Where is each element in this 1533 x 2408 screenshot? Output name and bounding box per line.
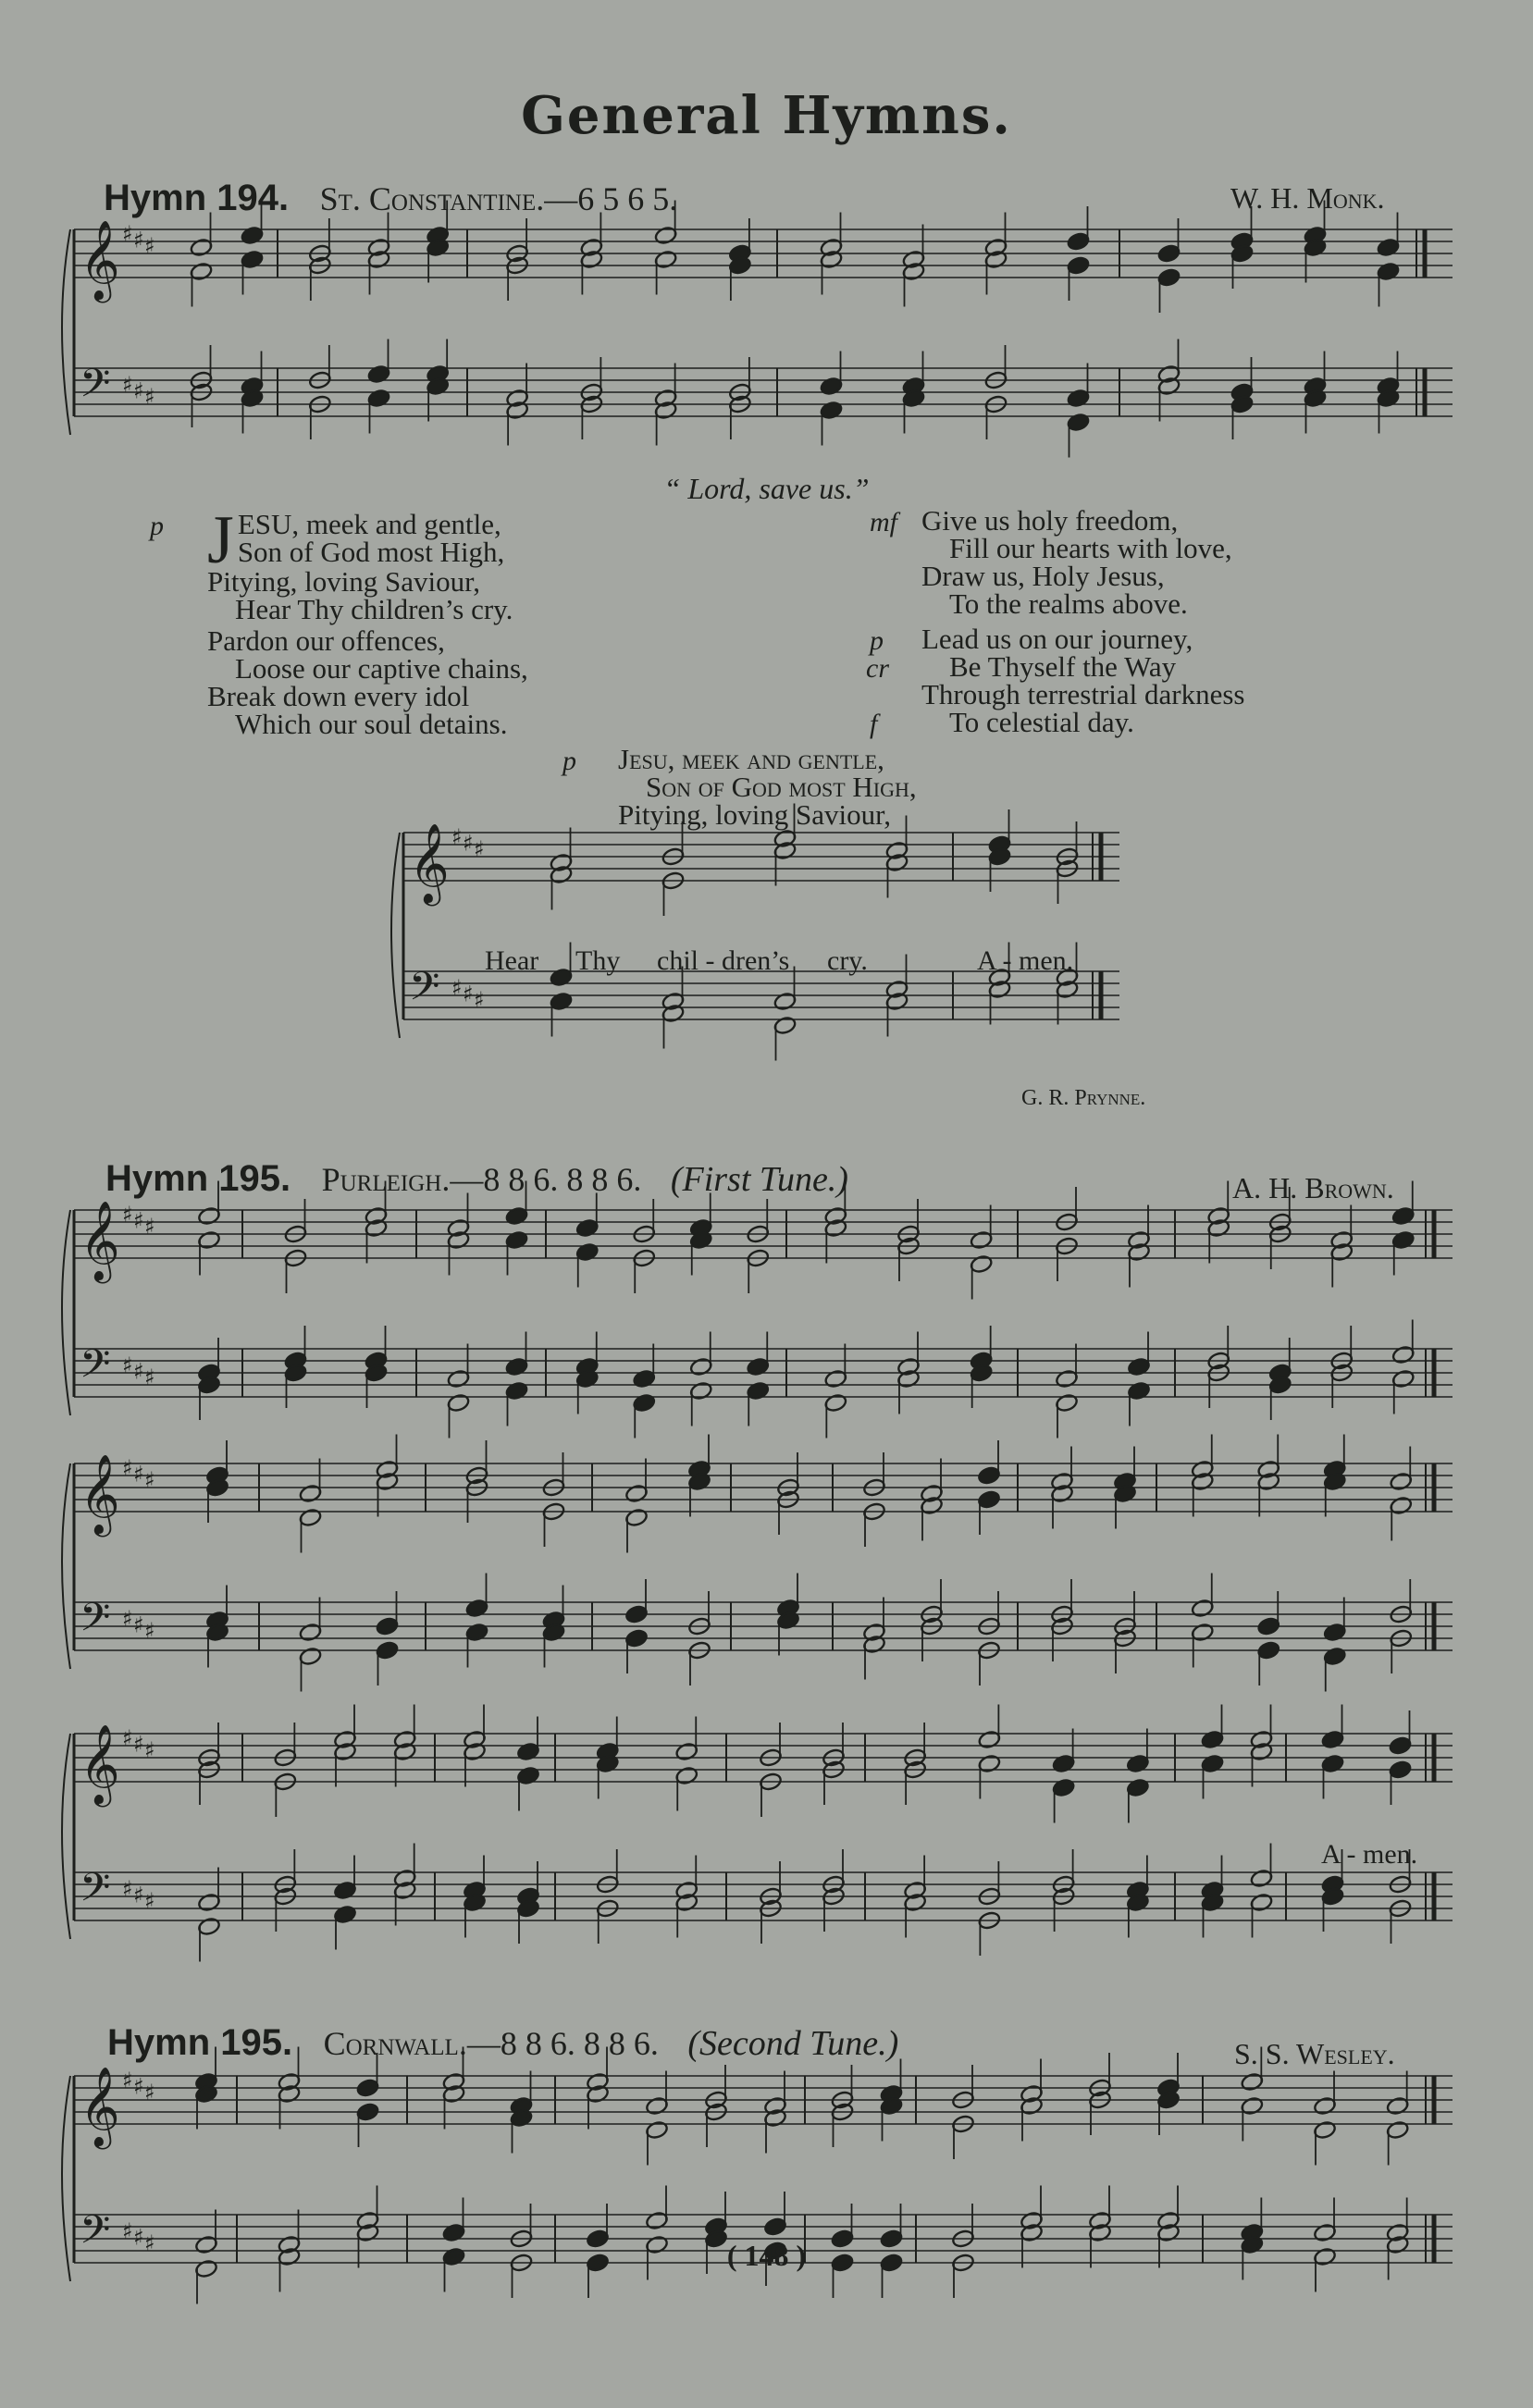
note-head [1386, 2120, 1410, 2141]
hymn-195-amen: A - men. [1321, 1839, 1418, 1870]
key-sharp-icon: ♯ [133, 1461, 144, 1488]
treble-clef-icon: 𝄞 [80, 1724, 120, 1804]
key-sharp-icon: ♯ [122, 2218, 133, 2244]
key-sharp-icon: ♯ [122, 1352, 133, 1378]
key-sharp-icon: ♯ [122, 372, 133, 398]
verse-1-line-3: Pitying, loving Saviour, [207, 565, 480, 598]
bass-clef-icon: 𝄢 [80, 2207, 111, 2263]
key-sharp-icon: ♯ [451, 824, 463, 850]
key-sharp-icon: ♯ [474, 987, 485, 1013]
treble-clef-icon: 𝄞 [80, 1454, 120, 1534]
hymn-195-second-tune: Cornwall.—8 8 6. 8 8 6. [323, 2025, 659, 2062]
verse-4-line-1: Lead us on our journey, [921, 623, 1193, 655]
bass-clef-icon: 𝄢 [409, 964, 440, 1019]
key-sharp-icon: ♯ [144, 1214, 155, 1240]
key-sharp-icon: ♯ [133, 1358, 144, 1385]
key-sharp-icon: ♯ [144, 1618, 155, 1644]
verse-4-line-2: Be Thyself the Way [949, 650, 1177, 683]
coda-lyric-2: Thy [575, 945, 621, 976]
key-sharp-icon: ♯ [463, 830, 474, 857]
dynamic-p-1: p [150, 511, 164, 541]
note-head [1313, 2096, 1337, 2117]
note-head [1240, 2096, 1264, 2117]
page-title: General Hymns. [521, 85, 1012, 146]
key-sharp-icon: ♯ [133, 1612, 144, 1638]
note-head [645, 2211, 669, 2231]
key-sharp-icon: ♯ [133, 2224, 144, 2251]
coda-lyric-1: Hear [485, 945, 539, 976]
bass-clef-icon: 𝄢 [80, 361, 111, 416]
hymn-195-first-tune-type: (First Tune.) [670, 1160, 848, 1199]
key-sharp-icon: ♯ [133, 1207, 144, 1234]
key-sharp-icon: ♯ [122, 1202, 133, 1228]
treble-clef-icon: 𝄞 [80, 220, 120, 300]
verse-4-line-4: To celestial day. [949, 706, 1134, 738]
hymn-195-first-composer: A. H. Brown. [1232, 1171, 1394, 1204]
key-sharp-icon: ♯ [133, 2073, 144, 2100]
dynamic-mf: mf [870, 507, 897, 537]
key-sharp-icon: ♯ [144, 1888, 155, 1914]
key-sharp-icon: ♯ [144, 2080, 155, 2105]
verse-5-line-2: Son of God most High, [646, 771, 917, 803]
verse-4-line-3: Through terrestrial darkness [921, 678, 1245, 710]
key-sharp-icon: ♯ [133, 227, 144, 253]
key-sharp-icon: ♯ [451, 975, 463, 1001]
verse-2-line-1: Pardon our offences, [207, 624, 445, 657]
verse-3-line-1: Give us holy freedom, [921, 504, 1179, 537]
hymn-194-composer: W. H. Monk. [1230, 181, 1385, 215]
coda-lyric-3: chil - dren’s [657, 945, 790, 976]
key-sharp-icon: ♯ [122, 1725, 133, 1751]
key-sharp-icon: ♯ [144, 1365, 155, 1390]
treble-clef-icon: 𝄞 [80, 2067, 120, 2146]
key-sharp-icon: ♯ [144, 1737, 155, 1763]
verse-2-line-2: Loose our captive chains, [235, 652, 528, 685]
bass-clef-icon: 𝄢 [80, 1341, 111, 1397]
dynamic-cr: cr [866, 653, 889, 684]
key-sharp-icon: ♯ [122, 1606, 133, 1632]
note-head [356, 2102, 380, 2122]
verse-1-line-1: ESU, meek and gentle, [237, 508, 501, 540]
coda-lyric-4: cry. [827, 945, 868, 976]
coda-composer: G. R. Prynne. [1021, 1086, 1146, 1110]
key-sharp-icon: ♯ [122, 1455, 133, 1481]
key-sharp-icon: ♯ [122, 2068, 133, 2093]
key-sharp-icon: ♯ [144, 233, 155, 259]
note-head [645, 2096, 669, 2117]
hymn-194-subtitle: “ Lord, save us.” [663, 472, 870, 505]
key-sharp-icon: ♯ [144, 384, 155, 410]
key-sharp-icon: ♯ [133, 1882, 144, 1908]
verse-5-line-1: Jesu, meek and gentle, [618, 743, 884, 775]
key-sharp-icon: ♯ [122, 221, 133, 247]
dynamic-p-2: p [870, 625, 884, 656]
note-head [356, 2078, 380, 2098]
hymn-195-second-number: Hymn 195. [107, 2022, 293, 2063]
hymn-194-tune: St. Constantine.—6 5 6 5. [319, 180, 678, 217]
verse-3-line-2: Fill our hearts with love, [949, 532, 1232, 564]
treble-clef-icon: 𝄞 [409, 823, 450, 903]
key-sharp-icon: ♯ [144, 1467, 155, 1493]
note-head [763, 2217, 787, 2237]
dynamic-f: f [870, 709, 878, 739]
key-sharp-icon: ♯ [463, 981, 474, 1007]
verse-1-line-4: Hear Thy children’s cry. [235, 593, 513, 625]
key-sharp-icon: ♯ [122, 1876, 133, 1902]
hymn-194-number: Hymn 194. [104, 178, 290, 218]
note-head [645, 2120, 669, 2141]
bass-clef-icon: 𝄢 [80, 1865, 111, 1920]
verse-5-line-3: Pitying, loving Saviour, [618, 798, 891, 831]
coda-amen: A - men. [977, 945, 1074, 976]
dynamic-p-3: p [563, 746, 576, 776]
key-sharp-icon: ♯ [133, 1731, 144, 1758]
note-head [1240, 2072, 1264, 2093]
hymn-195-second-composer: S. S. Wesley. [1234, 2037, 1395, 2070]
note-head [1313, 2120, 1337, 2141]
key-sharp-icon: ♯ [474, 836, 485, 862]
key-sharp-icon: ♯ [133, 377, 144, 404]
hymn-195-first-tune: Purleigh.—8 8 6. 8 8 6. [321, 1161, 642, 1198]
hymn-195-second-tune-type: (Second Tune.) [687, 2024, 899, 2063]
verse-1-line-2: Son of God most High, [237, 536, 505, 568]
key-sharp-icon: ♯ [144, 2230, 155, 2256]
verse-3-line-3: Draw us, Holy Jesus, [921, 560, 1165, 592]
treble-clef-icon: 𝄞 [80, 1201, 120, 1280]
verse-2-line-4: Which our soul detains. [235, 708, 508, 740]
page-number: ( 148 ) [726, 2239, 807, 2272]
note-head [1386, 2096, 1410, 2117]
verse-1-dropcap: J [207, 502, 234, 578]
verse-2-line-3: Break down every idol [207, 680, 470, 712]
verse-3-line-4: To the realms above. [949, 587, 1188, 620]
hymn-195-first-number: Hymn 195. [105, 1158, 291, 1199]
bass-clef-icon: 𝄢 [80, 1595, 111, 1650]
